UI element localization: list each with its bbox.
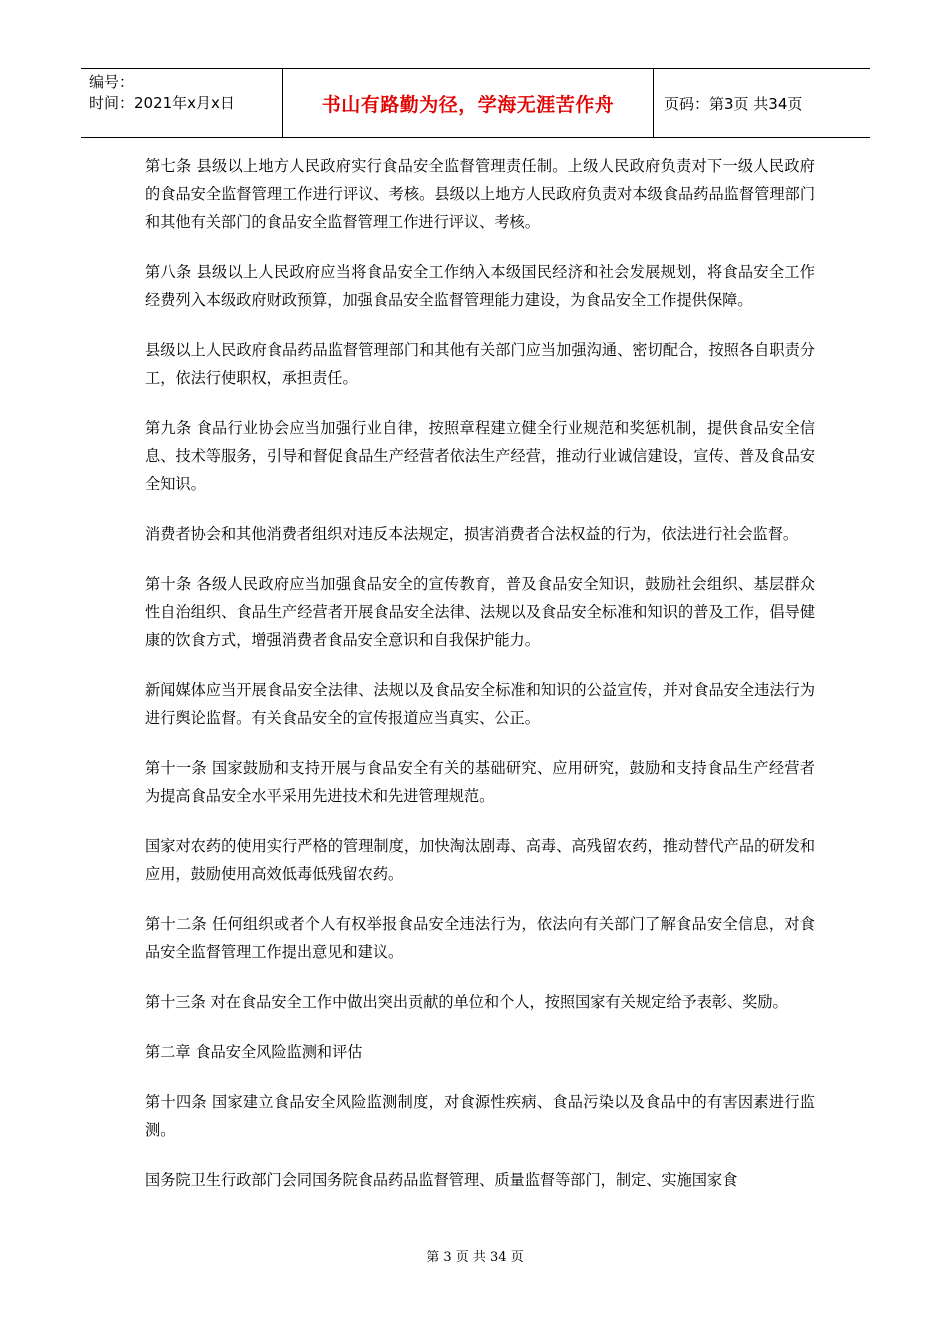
header-motto-cell xyxy=(283,69,654,137)
chapter-heading: 第二章 食品安全风险监测和评估 xyxy=(145,1043,363,1061)
article-paragraph: 国务院卫生行政部门会同国务院食品药品监督管理、质量监督等部门，制定、实施国家食 xyxy=(145,1171,738,1189)
header-motto: 书山有路勤为径，学海无涯苦作舟 xyxy=(321,93,615,116)
article-paragraph: 第七条 县级以上地方人民政府实行食品安全监督管理责任制。上级人民政府负责对下一级人民政府的食品安全监督管理工作进行评议、考核。县级以上地方人民政府负责对本级食品药品监督管理部门和其他有关部门的食品安全监督管理工作进行评议、考核。 xyxy=(145,157,815,231)
article-paragraph: 新闻媒体应当开展食品安全法律、法规以及食品安全标准和知识的公益宣传，并对食品安全违法行为进行舆论监督。有关食品安全的宣传报道应当真实、公正。 xyxy=(145,681,815,727)
document-time-label: 时间：2021年x月x日 xyxy=(89,94,235,112)
header-page-info: 页码：第3页 共34页 xyxy=(664,94,803,113)
article-paragraph: 国家对农药的使用实行严格的管理制度，加快淘汰剧毒、高毒、高残留农药，推动替代产品的研发和应用，鼓励使用高效低毒低残留农药。 xyxy=(145,837,815,883)
header-meta xyxy=(81,69,283,137)
article-paragraph: 第十条 各级人民政府应当加强食品安全的宣传教育，普及食品安全知识，鼓励社会组织、基层群众性自治组织、食品生产经营者开展食品安全法律、法规以及食品安全标准和知识的普及工作，倡导健康的饮食方式，增强消费者食品安全意识和自我保护能力。 xyxy=(145,575,815,649)
article-paragraph: 第十四条 国家建立食品安全风险监测制度，对食源性疾病、食品污染以及食品中的有害因素进行监测。 xyxy=(145,1093,815,1139)
article-paragraph: 消费者协会和其他消费者组织对违反本法规定，损害消费者合法权益的行为，依法进行社会监督。 xyxy=(145,525,799,543)
article-paragraph: 第八条 县级以上人民政府应当将食品安全工作纳入本级国民经济和社会发展规划，将食品安全工作经费列入本级政府财政预算，加强食品安全监督管理能力建设，为食品安全工作提供保障。 xyxy=(145,263,815,309)
article-paragraph: 第十一条 国家鼓励和支持开展与食品安全有关的基础研究、应用研究，鼓励和支持食品生产经营者为提高食品安全水平采用先进技术和先进管理规范。 xyxy=(145,759,815,805)
footer-page-number: 第 3 页 共 34 页 xyxy=(426,1250,524,1265)
article-paragraph: 第十三条 对在食品安全工作中做出突出贡献的单位和个人，按照国家有关规定给予表彰、奖励。 xyxy=(145,993,788,1011)
article-paragraph: 第九条 食品行业协会应当加强行业自律，按照章程建立健全行业规范和奖惩机制，提供食品安全信息、技术等服务，引导和督促食品生产经营者依法生产经营，推动行业诚信建设，宣传、普及食品安全知识。 xyxy=(145,419,815,493)
page-footer xyxy=(0,1246,950,1265)
article-paragraph: 县级以上人民政府食品药品监督管理部门和其他有关部门应当加强沟通、密切配合，按照各自职责分工，依法行使职权，承担责任。 xyxy=(145,341,815,387)
document-body xyxy=(145,152,815,1216)
document-number-label: 编号： xyxy=(89,73,135,91)
article-paragraph: 第十二条 任何组织或者个人有权举报食品安全违法行为，依法向有关部门了解食品安全信息，对食品安全监督管理工作提出意见和建议。 xyxy=(145,915,815,961)
page-header xyxy=(81,68,870,138)
header-page-info-cell xyxy=(654,69,870,137)
